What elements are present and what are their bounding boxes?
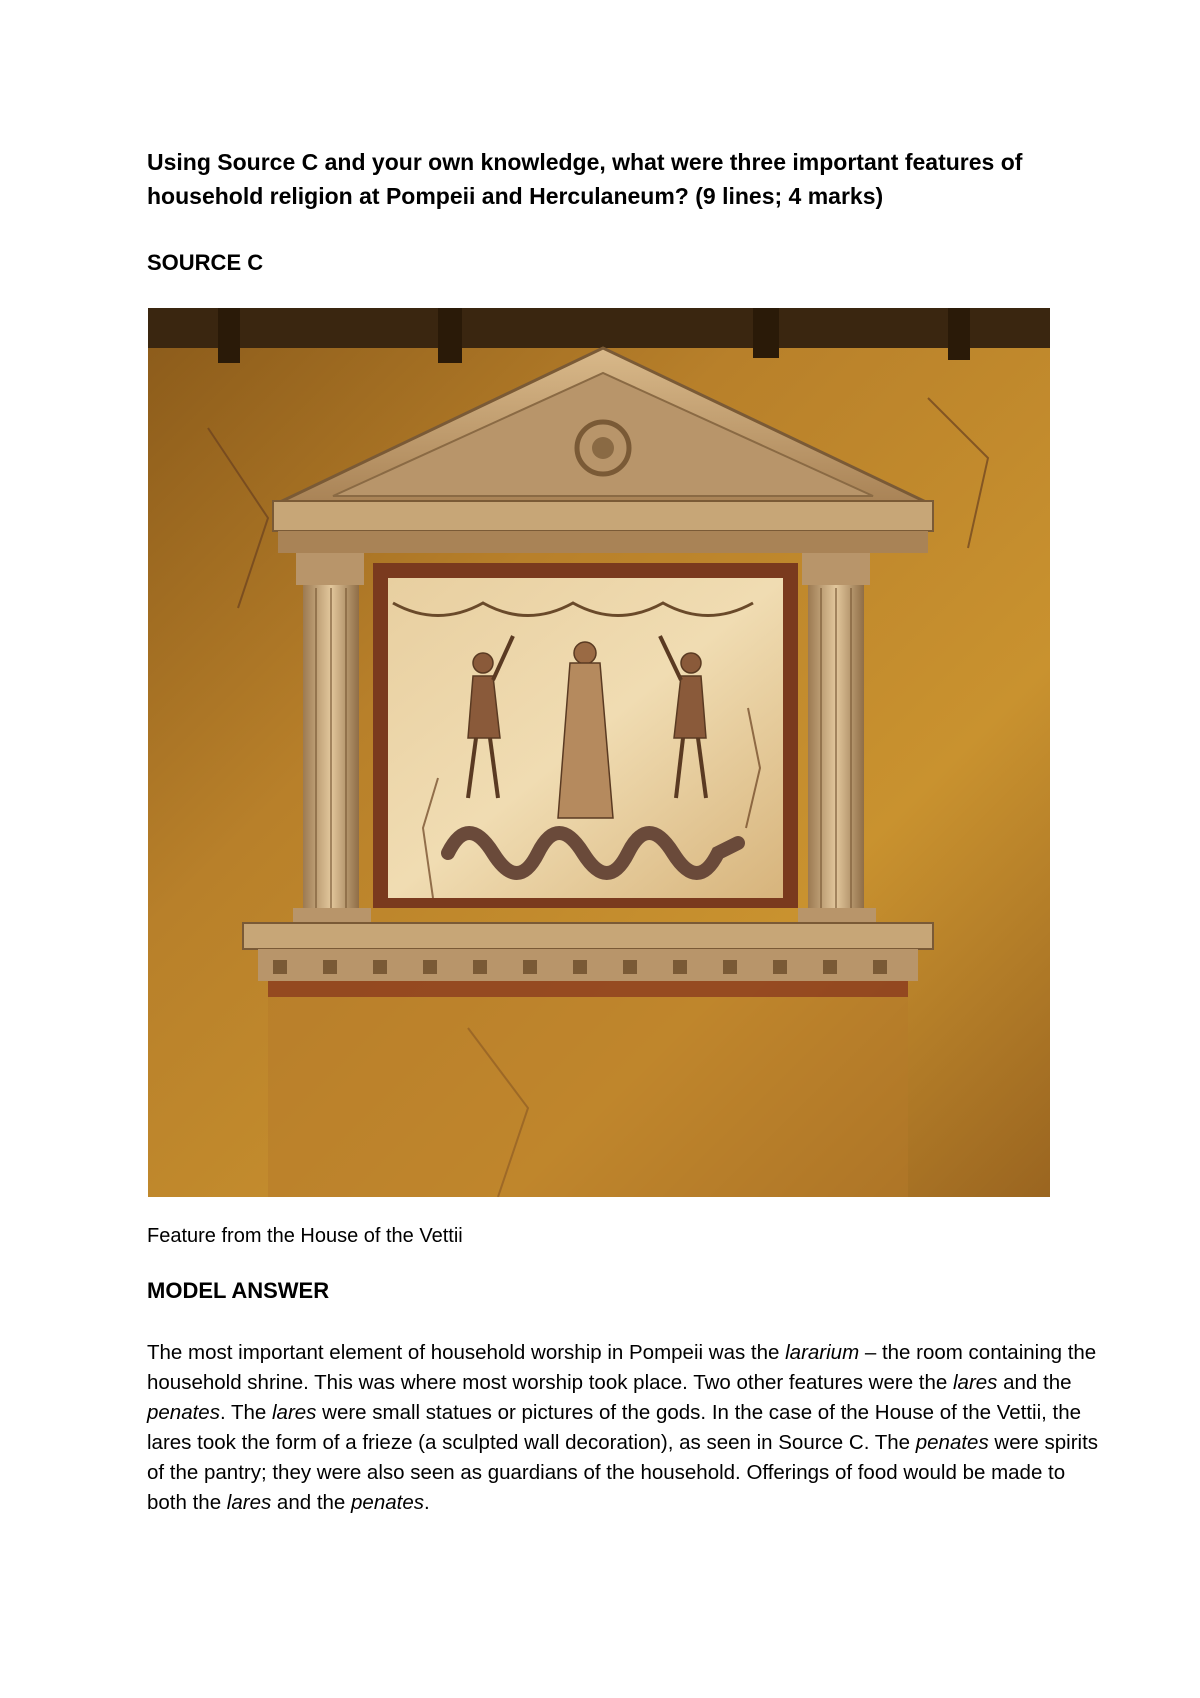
term-penates: penates (915, 1431, 989, 1454)
term-lares: lares (226, 1491, 272, 1514)
term-lares: lares (953, 1371, 998, 1394)
lararium-shrine-illustration (148, 308, 1050, 1197)
answer-text-run: . The (219, 1401, 272, 1424)
answer-text-run: The most important element of household worship in Pompeii was the (147, 1341, 786, 1364)
answer-text-run: – the room containing the household shrine. This was where most worship took place. Two other features were the (147, 1341, 1097, 1394)
answer-text-run: and the (271, 1491, 352, 1514)
answer-text-run: and the (997, 1371, 1072, 1394)
term-penates: penates (351, 1491, 424, 1514)
term-penates: penates (147, 1401, 220, 1424)
model-answer-heading: MODEL ANSWER (147, 1278, 330, 1303)
model-answer-text (147, 1338, 1107, 1518)
question-text: Using Source C and your own knowledge, what were three important features of household religion at Pompeii and Herculaneum? (9 lines; 4 marks) (147, 149, 1023, 209)
term-lararium: lararium (785, 1341, 860, 1364)
shrine-photo (148, 308, 1050, 1197)
source-heading: SOURCE C (147, 250, 264, 275)
figure-caption: Feature from the House of the Vettii (147, 1225, 463, 1247)
answer-text-run: were spirits of the pantry; they were also seen as guardians of the household. Offerings of food would be made to both the (147, 1431, 1099, 1514)
term-lares: lares (272, 1401, 317, 1424)
answer-text-run: . (423, 1491, 430, 1514)
answer-text-run: were small statues or pictures of the gods. In the case of the House of the Vettii, the lares took the form of a frieze (a sculpted wall decoration), as seen in Source C. The (147, 1401, 1082, 1454)
